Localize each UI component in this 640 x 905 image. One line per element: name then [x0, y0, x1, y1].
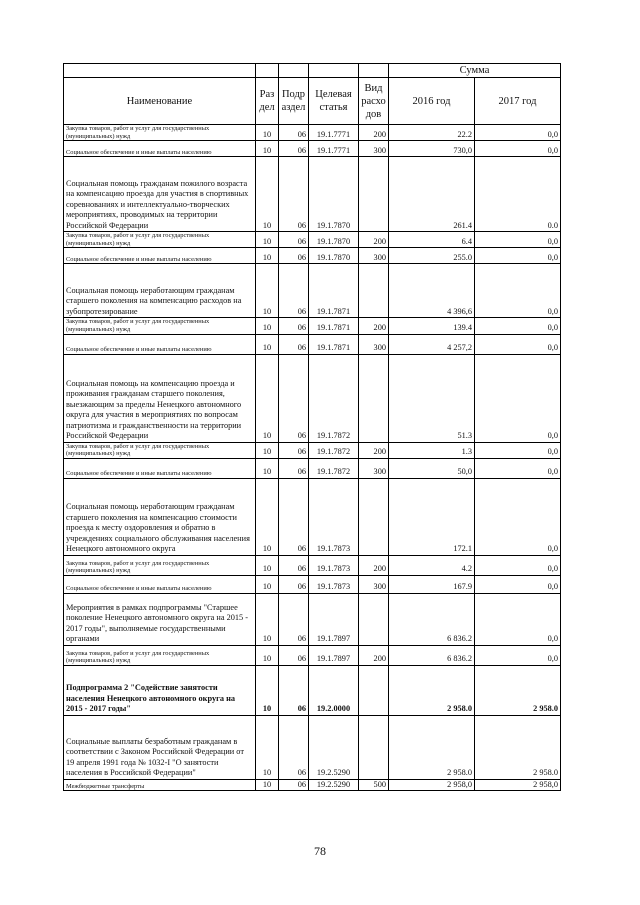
row-podrazdel: 06 [279, 232, 309, 248]
row-podrazdel: 06 [279, 458, 309, 478]
row-2016: 6 836.2 [389, 645, 475, 665]
header-blank [64, 64, 256, 78]
row-name: Закупка товаров, работ и услуг для государственных (муниципальных) нужд [64, 442, 256, 458]
header-vid-rashodov: Вид расхо дов [359, 78, 389, 125]
table-row [64, 458, 561, 478]
row-vid: 300 [359, 575, 389, 593]
row-name: Социальное обеспечение и иные выплаты населению [64, 141, 256, 157]
row-vid: 200 [359, 442, 389, 458]
row-vid [359, 715, 389, 779]
row-razdel: 10 [256, 458, 279, 478]
row-vid: 300 [359, 334, 389, 354]
row-vid: 300 [359, 141, 389, 157]
row-2017: 0,0 [475, 458, 561, 478]
table-row [64, 232, 561, 248]
row-celevaya-statya: 19.1.7771 [309, 141, 359, 157]
row-podrazdel: 06 [279, 645, 309, 665]
row-name: Социальное обеспечение и иные выплаты населению [64, 334, 256, 354]
header-name: Наименование [64, 78, 256, 125]
row-razdel: 10 [256, 334, 279, 354]
row-podrazdel: 06 [279, 779, 309, 791]
row-2016: 2 958,0 [389, 779, 475, 791]
row-2017: 0,0 [475, 593, 561, 645]
budget-table [63, 63, 561, 791]
row-razdel: 10 [256, 715, 279, 779]
row-vid: 300 [359, 248, 389, 264]
row-vid [359, 264, 389, 318]
row-2016: 167.9 [389, 575, 475, 593]
row-2017: 2 958.0 [475, 715, 561, 779]
table-row [64, 645, 561, 665]
table-row [64, 141, 561, 157]
row-vid [359, 354, 389, 442]
row-celevaya-statya: 19.2.5290 [309, 779, 359, 791]
row-2016: 261.4 [389, 157, 475, 232]
row-podrazdel: 06 [279, 248, 309, 264]
row-vid: 200 [359, 318, 389, 334]
row-2017: 0,0 [475, 318, 561, 334]
row-podrazdel: 06 [279, 575, 309, 593]
table-row [64, 478, 561, 555]
row-podrazdel: 06 [279, 141, 309, 157]
table-row [64, 575, 561, 593]
row-podrazdel: 06 [279, 334, 309, 354]
row-name: Подпрограмма 2 "Содействие занятости населения Ненецкого автономного округа на 2015 - 2017 годы" [64, 665, 256, 715]
row-name: Социальное обеспечение и иные выплаты населению [64, 575, 256, 593]
table-row [64, 318, 561, 334]
row-2017: 0,0 [475, 354, 561, 442]
header-blank [309, 64, 359, 78]
table-row [64, 593, 561, 645]
row-vid [359, 593, 389, 645]
row-celevaya-statya: 19.1.7870 [309, 248, 359, 264]
row-2016: 2 958.0 [389, 715, 475, 779]
header-2016: 2016 год [389, 78, 475, 125]
table-row [64, 125, 561, 141]
row-2016: 6 836.2 [389, 593, 475, 645]
row-celevaya-statya: 19.1.7872 [309, 354, 359, 442]
table-row [64, 779, 561, 791]
row-podrazdel: 06 [279, 555, 309, 575]
table-header [64, 64, 561, 125]
row-name: Социальная помощь на компенсацию проезда и проживания гражданам старшего поколения, выезжающим за пределы Ненецкого автономного округа для участия в мероприятиях по вопросам патриотизма и гражданственности на территории Российской Федерации [64, 354, 256, 442]
row-podrazdel: 06 [279, 125, 309, 141]
row-celevaya-statya: 19.1.7771 [309, 125, 359, 141]
row-razdel: 10 [256, 157, 279, 232]
table-row [64, 157, 561, 232]
row-razdel: 10 [256, 141, 279, 157]
row-2016: 6.4 [389, 232, 475, 248]
row-vid: 300 [359, 458, 389, 478]
row-name: Закупка товаров, работ и услуг для государственных (муниципальных) нужд [64, 318, 256, 334]
header-blank [256, 64, 279, 78]
header-blank [279, 64, 309, 78]
row-name: Социальная помощь неработающим гражданам старшего поколения на компенсацию стоимости проезда к месту оздоровления и обратно в учреждениях социального обслуживания населения Ненецкого автономного округа [64, 478, 256, 555]
row-razdel: 10 [256, 575, 279, 593]
row-vid [359, 157, 389, 232]
row-podrazdel: 06 [279, 354, 309, 442]
row-podrazdel: 06 [279, 593, 309, 645]
row-2017: 0,0 [475, 232, 561, 248]
row-2016: 22.2 [389, 125, 475, 141]
header-celevaya-statya: Целевая статья [309, 78, 359, 125]
row-celevaya-statya: 19.1.7871 [309, 318, 359, 334]
table-row [64, 334, 561, 354]
row-razdel: 10 [256, 264, 279, 318]
row-2016: 730,0 [389, 141, 475, 157]
row-razdel: 10 [256, 555, 279, 575]
row-2016: 172.1 [389, 478, 475, 555]
row-celevaya-statya: 19.1.7873 [309, 555, 359, 575]
row-name: Мероприятия в рамках подпрограммы "Старшее поколение Ненецкого автономного округа на 2015 - 2017 годы", выполняемые государственными органами [64, 593, 256, 645]
row-celevaya-statya: 19.1.7871 [309, 334, 359, 354]
row-2016: 2 958.0 [389, 665, 475, 715]
row-celevaya-statya: 19.1.7897 [309, 645, 359, 665]
row-celevaya-statya: 19.1.7872 [309, 458, 359, 478]
row-razdel: 10 [256, 645, 279, 665]
row-razdel: 10 [256, 354, 279, 442]
page-number: 78 [314, 844, 326, 858]
table-row [64, 442, 561, 458]
row-razdel: 10 [256, 478, 279, 555]
row-vid [359, 478, 389, 555]
row-2016: 139.4 [389, 318, 475, 334]
row-2016: 255.0 [389, 248, 475, 264]
table-row [64, 665, 561, 715]
row-razdel: 10 [256, 665, 279, 715]
row-2017: 0,0 [475, 334, 561, 354]
header-podrazdel: Подр аздел [279, 78, 309, 125]
row-2017: 0,0 [475, 478, 561, 555]
row-2017: 0.0 [475, 157, 561, 232]
row-celevaya-statya: 19.1.7871 [309, 264, 359, 318]
header-razdel: Раз дел [256, 78, 279, 125]
row-podrazdel: 06 [279, 264, 309, 318]
row-celevaya-statya: 19.2.0000 [309, 665, 359, 715]
row-name: Социальное обеспечение и иные выплаты населению [64, 248, 256, 264]
row-name: Межбюджетные трансферты [64, 779, 256, 791]
row-razdel: 10 [256, 248, 279, 264]
row-2017: 0,0 [475, 125, 561, 141]
row-celevaya-statya: 19.1.7897 [309, 593, 359, 645]
row-2016: 4 396,6 [389, 264, 475, 318]
row-razdel: 10 [256, 125, 279, 141]
row-name: Закупка товаров, работ и услуг для государственных (муниципальных) нужд [64, 125, 256, 141]
row-2017: 0,0 [475, 141, 561, 157]
table-row [64, 248, 561, 264]
header-2017: 2017 год [475, 78, 561, 125]
row-2016: 50,0 [389, 458, 475, 478]
row-razdel: 10 [256, 442, 279, 458]
row-2016: 51.3 [389, 354, 475, 442]
row-celevaya-statya: 19.2.5290 [309, 715, 359, 779]
table-row [64, 555, 561, 575]
row-celevaya-statya: 19.1.7873 [309, 478, 359, 555]
row-celevaya-statya: 19.1.7870 [309, 157, 359, 232]
row-podrazdel: 06 [279, 442, 309, 458]
row-vid [359, 665, 389, 715]
row-2017: 2 958.0 [475, 665, 561, 715]
row-name: Социальная помощь неработающим гражданам старшего поколения на компенсацию расходов на зубопротезирование [64, 264, 256, 318]
row-2017: 0,0 [475, 442, 561, 458]
table-row [64, 715, 561, 779]
row-2016: 4.2 [389, 555, 475, 575]
row-name: Социальное обеспечение и иные выплаты населению [64, 458, 256, 478]
table-body [64, 125, 561, 791]
row-2016: 4 257,2 [389, 334, 475, 354]
row-podrazdel: 06 [279, 715, 309, 779]
row-2017: 2 958,0 [475, 779, 561, 791]
row-2017: 0,0 [475, 248, 561, 264]
row-celevaya-statya: 19.1.7870 [309, 232, 359, 248]
table-row [64, 264, 561, 318]
row-2017: 0,0 [475, 575, 561, 593]
header-sum: Сумма [389, 64, 561, 78]
row-vid: 200 [359, 232, 389, 248]
row-razdel: 10 [256, 779, 279, 791]
row-2017: 0,0 [475, 264, 561, 318]
row-podrazdel: 06 [279, 478, 309, 555]
row-name: Социальная помощь гражданам пожилого возраста на компенсацию проезда для участия в спортивных соревнованиях и интеллектуально-творческих мероприятиях, проводимых на территории Российской Федерации [64, 157, 256, 232]
row-name: Социальные выплаты безработным гражданам в соответствии с Законом Российской Федерации от 19 апреля 1991 года № 1032-I "О занятости населения в Российской Федерации" [64, 715, 256, 779]
row-razdel: 10 [256, 593, 279, 645]
row-2017: 0,0 [475, 555, 561, 575]
row-2017: 0,0 [475, 645, 561, 665]
row-podrazdel: 06 [279, 665, 309, 715]
row-2016: 1.3 [389, 442, 475, 458]
row-podrazdel: 06 [279, 157, 309, 232]
table-row [64, 354, 561, 442]
row-celevaya-statya: 19.1.7873 [309, 575, 359, 593]
row-vid: 200 [359, 645, 389, 665]
row-vid: 200 [359, 555, 389, 575]
header-blank [359, 64, 389, 78]
row-name: Закупка товаров, работ и услуг для государственных (муниципальных) нужд [64, 645, 256, 665]
row-podrazdel: 06 [279, 318, 309, 334]
row-celevaya-statya: 19.1.7872 [309, 442, 359, 458]
row-razdel: 10 [256, 232, 279, 248]
row-vid: 500 [359, 779, 389, 791]
row-name: Закупка товаров, работ и услуг для государственных (муниципальных) нужд [64, 232, 256, 248]
row-name: Закупка товаров, работ и услуг для государственных (муниципальных) нужд [64, 555, 256, 575]
row-vid: 200 [359, 125, 389, 141]
row-razdel: 10 [256, 318, 279, 334]
